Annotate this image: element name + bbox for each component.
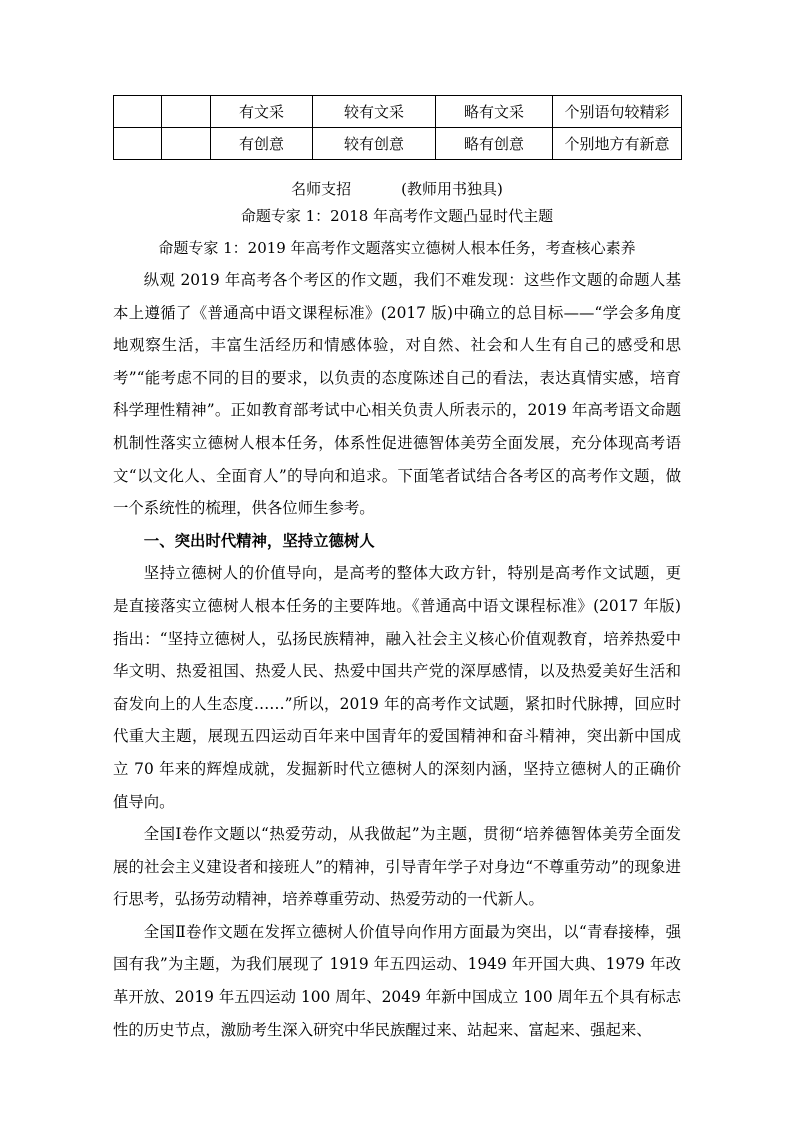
table-cell [162, 96, 211, 128]
table-cell: 个别语句较精彩 [553, 96, 682, 128]
table-cell: 略有创意 [436, 128, 553, 160]
table-cell: 有创意 [211, 128, 313, 160]
paragraph-intro: 纵观 2019 年高考各个考区的作文题，我们不难发现：这些作文题的命题人基本上遵循了《普通高中语文课程标准》(2017 版)中确立的总目标——“学会多角度地观察生活，丰富生活经历和情感体验，对自然、社会和人生有自己的感受和思考”“能考虑不同的目的要求，以负责的态度陈述自己的看法，表达真情实感，培育科学理性精神”。正如教育部考试中心相关负责人所表示的，2019 年高考语文命题机制性落实立德树人根本任务，体系性促进德智体美劳全面发展，充分体现高考语文“以文化人、全面育人”的导向和追求。下面笔者试结合各考区的高考作文题，做一个系统性的梳理，供各位师生参考。 [113, 271, 681, 518]
table-cell: 有文采 [211, 96, 313, 128]
table-cell [162, 128, 211, 160]
table-row [114, 96, 682, 128]
table-cell: 略有文采 [436, 96, 553, 128]
subtitle-2: 命题专家 1：2019 年高考作文题落实立德树人根本任务，考查核心素养 [158, 239, 636, 257]
paragraph: 坚持立德树人的价值导向，是高考的整体大政方针，特别是高考作文试题，更是直接落实立德树人根本任务的主要阵地。《普通高中语文课程标准》(2017 年版)指出：“坚持立德树人，弘扬民族精神，融入社会主义核心价值观教育，培养热爱中华文明、热爱祖国、热爱人民、热爱中国共产党的深厚感情，以及热爱美好生活和奋发向上的人生态度……”所以，2019 年的高考作文试题，紧扣时代脉搏，回应时代重大主题，展现五四运动百年来中国青年的爱国精神和奋斗精神，突出新中国成立 70 年来的辉煌成就，发掘新时代立德树人的深刻内涵，坚持立德树人的正确价值导向。 [113, 564, 681, 811]
section-heading: 一、突出时代精神，坚持立德树人 [143, 531, 375, 550]
paragraph: 全国Ⅰ卷作文题以“热爱劳动，从我做起”为主题，贯彻“培养德智体美劳全面发展的社会主义建设者和接班人”的精神，引导青年学子对身边“不尊重劳动”的现象进行思考，弘扬劳动精神，培养尊重劳动、热爱劳动的一代新人。 [113, 825, 681, 909]
article-body [113, 264, 681, 1046]
header-label: 名师支招 [291, 180, 352, 198]
table-cell: 较有文采 [313, 96, 436, 128]
header-note: (教师用书独具) [401, 180, 503, 198]
subtitle-1: 命题专家 1：2018 年高考作文题凸显时代主题 [240, 207, 554, 225]
table-cell: 较有创意 [313, 128, 436, 160]
rubric-table [113, 95, 682, 160]
table-row [114, 128, 682, 160]
section-header [0, 178, 794, 199]
table-cell: 个别地方有新意 [553, 128, 682, 160]
table-cell [114, 96, 162, 128]
table-cell [114, 128, 162, 160]
paragraph: 全国Ⅱ卷作文题在发挥立德树人价值导向作用方面最为突出，以“青春接棒，强国有我”为主题，为我们展现了 1919 年五四运动、1949 年开国大典、1979 年改革开放、2019 年五四运动 100 周年、2049 年新中国成立 100 周年五个具有标志性的历史节点，激励考生深入研究中华民族醒过来、站起来、富起来、强起来、 [113, 922, 681, 1039]
